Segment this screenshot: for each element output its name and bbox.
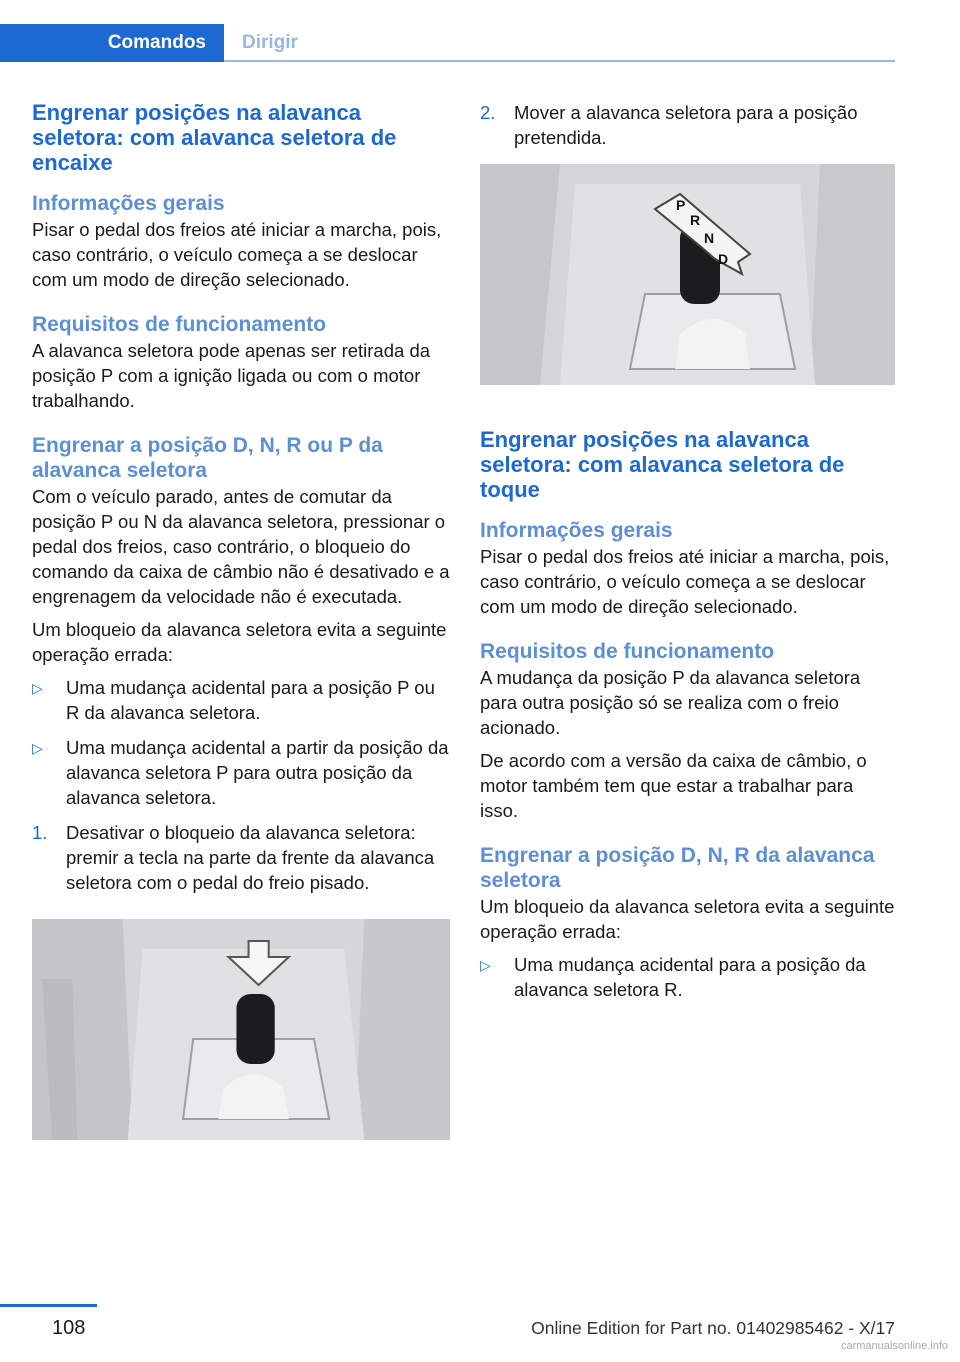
step-number: 2. xyxy=(480,102,496,123)
paragraph: Pisar o pedal dos freios até iniciar a marcha, pois, caso contrário, o veículo começa a se deslocar com um modo de direção selecionado. xyxy=(32,219,442,290)
chapter-tabs xyxy=(0,24,895,62)
paragraph: Um bloqueio da alavanca seletora evita a seguinte operação errada: xyxy=(480,896,895,942)
section-heading: Engrenar posições na alavanca seletora: com alavanca seletora de toque xyxy=(480,427,845,502)
watermark: carmanualsonline.info xyxy=(840,1340,948,1352)
page-number: 108 xyxy=(52,1317,86,1339)
paragraph: Um bloqueio da alavanca seletora evita a seguinte operação errada: xyxy=(32,619,447,665)
list-item: ▷ Uma mudança acidental para a posição da alavanca seletora R. xyxy=(480,954,866,1000)
step-number: 1. xyxy=(32,822,48,843)
triangle-bullet-icon: ▷ xyxy=(32,740,43,756)
tab-comandos[interactable]: Comandos xyxy=(0,24,224,62)
left-column xyxy=(32,100,450,1164)
triangle-bullet-icon: ▷ xyxy=(32,680,43,696)
footer-accent-line xyxy=(0,1304,97,1307)
paragraph: A alavanca seletora pode apenas ser retirada da posição P com a ignição ligada ou com o motor trabalhando. xyxy=(32,340,431,411)
paragraph: Com o veículo parado, antes de comutar da posição P ou N da alavanca seletora, pressionar o pedal dos freios, caso contrário, o bloqueio do comando da caixa de câmbio não é desativado e a engrenagem da velocidade não é executada. xyxy=(32,486,450,607)
selector-lever-unlock-illustration xyxy=(32,919,450,1140)
step-item: 1. Desativar o bloqueio da alavanca seletora: premir a tecla na parte da frente da alavanca seletora com o pedal do freio pisado. xyxy=(32,822,435,893)
right-column xyxy=(480,100,895,1012)
tab-divider-line xyxy=(224,60,895,62)
gear-label-d: D xyxy=(718,251,729,267)
subheading-engage: Engrenar a posição D, N, R da alavanca seletora xyxy=(480,844,875,892)
triangle-bullet-icon: ▷ xyxy=(480,957,491,973)
subheading-engage: Engrenar a posição D, N, R ou P da alavanca seletora xyxy=(32,434,383,482)
paragraph: A mudança da posição P da alavanca seletora para outra posição só se realiza com o freio acionado. xyxy=(480,667,861,738)
paragraph: De acordo com a versão da caixa de câmbio, o motor também tem que estar a trabalhar para isso. xyxy=(480,750,867,821)
subheading-requirements: Requisitos de funcionamento xyxy=(32,313,327,336)
section-heading: Engrenar posições na alavanca seletora: com alavanca seletora de encaixe xyxy=(32,100,397,175)
list-item: ▷ Uma mudança acidental a partir da posição da alavanca seletora P para outra posição da alavanca seletora. xyxy=(32,737,449,808)
selector-lever-positions-illustration xyxy=(480,164,895,385)
subheading-general: Informações gerais xyxy=(480,519,673,542)
gear-label-n: N xyxy=(704,230,715,246)
subheading-requirements: Requisitos de funcionamento xyxy=(480,640,775,663)
paragraph: Pisar o pedal dos freios até iniciar a marcha, pois, caso contrário, o veículo começa a se deslocar com um modo de direção selecionado. xyxy=(480,546,890,617)
edition-text: Online Edition for Part no. 01402985462 - X/17 xyxy=(531,1318,895,1338)
list-item: ▷ Uma mudança acidental para a posição P ou R da alavanca seletora. xyxy=(32,677,435,723)
tab-dirigir[interactable]: Dirigir xyxy=(242,32,298,53)
gear-label-r: R xyxy=(690,212,701,228)
step-item: 2. Mover a alavanca seletora para a posição pretendida. xyxy=(480,102,858,148)
gear-label-p: P xyxy=(676,197,686,213)
subheading-general: Informações gerais xyxy=(32,192,225,215)
